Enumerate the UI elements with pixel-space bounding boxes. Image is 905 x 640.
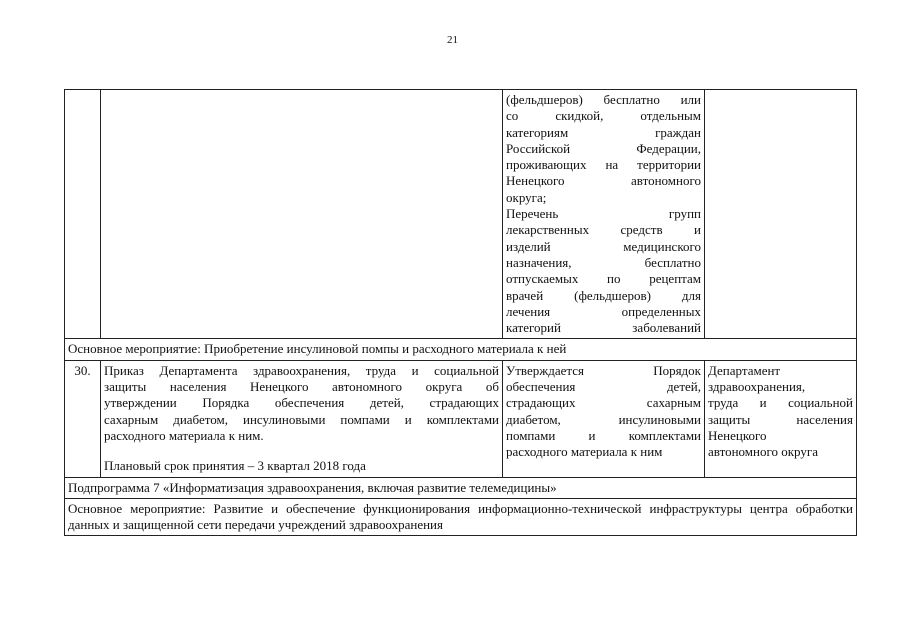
description-line: сахарным диабетом, инсулиновыми помпами и комплектами xyxy=(104,411,499,427)
continuation-responsible-cell xyxy=(705,90,857,339)
responsible-line: защиты населения xyxy=(708,411,853,427)
result-line: диабетом, инсулиновыми xyxy=(506,411,701,427)
continuation-result-cell xyxy=(503,90,705,339)
result-line: врачей (фельдшеров) для xyxy=(506,287,701,303)
row-number: 30. xyxy=(65,360,101,477)
result-line: лечения определенных xyxy=(506,303,701,319)
row-30-description-cell xyxy=(101,360,503,477)
result-line: отпускаемых по рецептам xyxy=(506,271,701,287)
description-line: расходного материала к ним. xyxy=(104,427,264,443)
result-line: со скидкой, отдельным xyxy=(506,108,701,124)
subprogram-row xyxy=(65,477,857,498)
result-line: Утверждается Порядок xyxy=(506,362,701,378)
program-table xyxy=(64,89,857,536)
responsible-line: Департамент xyxy=(708,362,781,378)
section-row-it xyxy=(65,498,857,536)
continuation-description-cell xyxy=(101,90,503,339)
deadline-text: Плановый срок принятия – 3 квартал 2018 года xyxy=(104,458,366,474)
result-line: Ненецкого автономного xyxy=(506,173,701,189)
result-line: округа; xyxy=(506,189,547,205)
row-30-responsible-cell xyxy=(705,360,857,477)
table-row-30 xyxy=(65,360,857,477)
subprogram-title: Подпрограмма 7 «Информатизация здравоохранения, включая развитие телемедицины» xyxy=(65,477,857,498)
paragraph-spacer xyxy=(104,444,499,458)
section-title-insulin: Основное мероприятие: Приобретение инсулиновой помпы и расходного материала к ней xyxy=(65,339,857,360)
result-line: (фельдшеров) бесплатно или xyxy=(506,92,701,107)
result-line: помпами и комплектами xyxy=(506,427,701,443)
result-line: обеспечения детей, xyxy=(506,379,701,395)
responsible-line: Ненецкого xyxy=(708,427,767,443)
result-line: категорий заболеваний xyxy=(506,320,701,336)
description-line: утверждении Порядка обеспечения детей, страдающих xyxy=(104,395,499,411)
section-title-it: Основное мероприятие: Развитие и обеспечение функционирования информационно-технической инфраструктуры центра обработки данных и защищенной сети передачи учреждений здравоохранения xyxy=(65,498,857,536)
responsible-line: труда и социальной xyxy=(708,395,853,411)
description-line: Приказ Департамента здравоохранения, труда и социальной xyxy=(104,362,499,378)
continuation-row xyxy=(65,90,857,339)
result-line: расходного материала к ним xyxy=(506,444,663,460)
continuation-number-cell xyxy=(65,90,101,339)
result-line: категориям граждан xyxy=(506,124,701,140)
responsible-line: здравоохранения, xyxy=(708,379,806,395)
result-line: Перечень групп xyxy=(506,206,701,222)
result-line: изделий медицинского xyxy=(506,238,701,254)
result-line: проживающих на территории xyxy=(506,157,701,173)
responsible-line: автономного округа xyxy=(708,444,818,460)
description-line: защиты населения Ненецкого автономного округа об xyxy=(104,379,499,395)
result-line: лекарственных средств и xyxy=(506,222,701,238)
result-line: страдающих сахарным xyxy=(506,395,701,411)
result-line: назначения, бесплатно xyxy=(506,254,701,270)
page-number: 21 xyxy=(447,34,458,46)
section-row-insulin xyxy=(65,339,857,360)
result-line: Российской Федерации, xyxy=(506,140,701,156)
row-30-result-cell xyxy=(503,360,705,477)
